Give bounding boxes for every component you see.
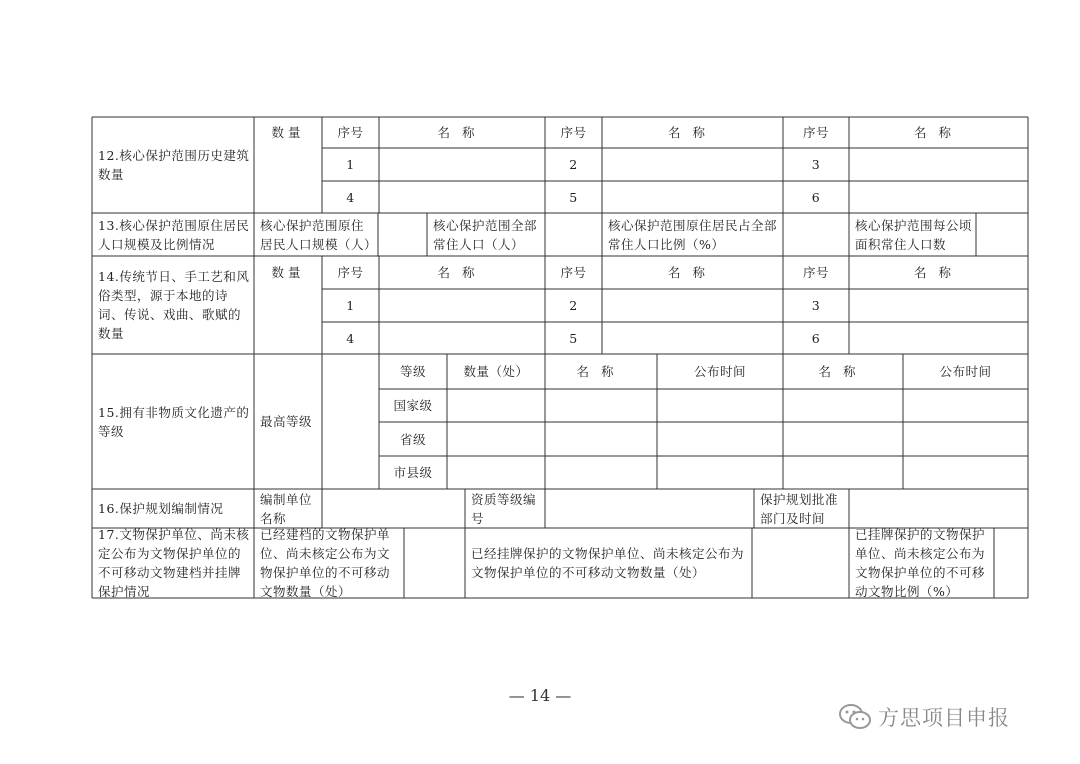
row12-seq-3: 3 — [811, 157, 821, 172]
row14-header-name-1: 名称 — [437, 265, 487, 280]
row15-header-level: 等级 — [399, 364, 426, 379]
row15-level-province: 省级 — [399, 431, 426, 447]
row15-level-national: 国家级 — [393, 398, 433, 413]
row14-seq-1: 1 — [346, 298, 355, 313]
row12-seq-1: 1 — [346, 157, 355, 172]
row15-header-quantity: 数量（处） — [463, 364, 529, 379]
row16-compiling-unit: 编制单位名称 — [260, 491, 313, 526]
row14-header-seq-3: 序号 — [802, 265, 829, 280]
watermark — [838, 700, 1010, 734]
row15-highest-level: 最高等级 — [260, 414, 313, 429]
row14-seq-3: 3 — [811, 298, 821, 313]
row17-archived-count: 已经建档的文物保护单位、尚未核定公布为文物保护单位的不可移动文物数量（处） — [260, 527, 391, 599]
row17-plaque-ratio: 已挂牌保护的文物保护单位、尚未核定公布为文物保护单位的不可移动文物比例（%） — [855, 527, 986, 599]
row12-label: 12.核心保护范围历史建筑数量 — [98, 148, 250, 182]
row12-header-name-2: 名称 — [667, 125, 717, 140]
row13-density: 核心保护范围每公顷面积常住人口数 — [855, 217, 973, 252]
row12-seq-5: 5 — [569, 189, 578, 205]
watermark-text: 方思项目申报 — [878, 706, 1010, 730]
row12-header-seq-3: 序号 — [802, 125, 829, 140]
row13-resident-population: 核心保护范围原住居民人口规模（人） — [260, 217, 378, 252]
row12-header-name-1: 名称 — [437, 125, 487, 140]
row16-label: 16.保护规划编制情况 — [98, 501, 224, 516]
row14-label: 14.传统节日、手工艺和风俗类型，源于本地的诗词、传说、戏曲、歌赋的数量 — [98, 269, 250, 341]
row14-header-seq-2: 序号 — [560, 265, 587, 280]
row16-approval: 保护规划批准部门及时间 — [760, 491, 839, 526]
row14-seq-4: 4 — [346, 330, 355, 346]
row12-seq-4: 4 — [346, 189, 355, 205]
row12-seq-2: 2 — [569, 157, 578, 172]
row17-plaque-count: 已经挂牌保护的文物保护单位、尚未核定公布为文物保护单位的不可移动文物数量（处） — [471, 546, 745, 580]
row13-resident-ratio: 核心保护范围原住居民占全部常住人口比例（%） — [608, 217, 778, 252]
row14-seq-5: 5 — [569, 330, 578, 346]
row14-header-name-3: 名称 — [913, 265, 963, 280]
row12-header-seq-2: 序号 — [560, 125, 587, 140]
row12-header-name-3: 名称 — [913, 125, 963, 140]
row15-header-name-1: 名称 — [576, 364, 626, 379]
row14-header-seq-1: 序号 — [337, 265, 364, 280]
row15-header-pubtime-2: 公布时间 — [939, 364, 992, 379]
row15-header-pubtime-1: 公布时间 — [693, 364, 746, 379]
row15-header-name-2: 名称 — [818, 364, 868, 379]
row16-qualification: 资质等级编号 — [471, 491, 537, 526]
row14-header-count: 数量 — [271, 265, 305, 280]
wechat-icon — [838, 702, 872, 732]
row12-header-count: 数量 — [271, 125, 305, 140]
row14-header-name-2: 名称 — [667, 265, 717, 280]
row14-seq-6: 6 — [811, 330, 821, 346]
row12-seq-6: 6 — [811, 189, 821, 205]
row12-header-seq-1: 序号 — [337, 125, 364, 140]
row13-label: 13.核心保护范围原住居民人口规模及比例情况 — [98, 217, 250, 252]
row14-seq-2: 2 — [569, 298, 578, 313]
page-number: — 14 — — [508, 686, 572, 705]
row17-label: 17.文物保护单位、尚未核定公布为文物保护单位的不可移动文物建档并挂牌保护情况 — [98, 527, 250, 599]
row15-label: 15.拥有非物质文化遗产的等级 — [98, 404, 250, 439]
row15-level-city: 市县级 — [393, 465, 433, 480]
row13-total-population: 核心保护范围全部常住人口（人） — [433, 217, 538, 252]
